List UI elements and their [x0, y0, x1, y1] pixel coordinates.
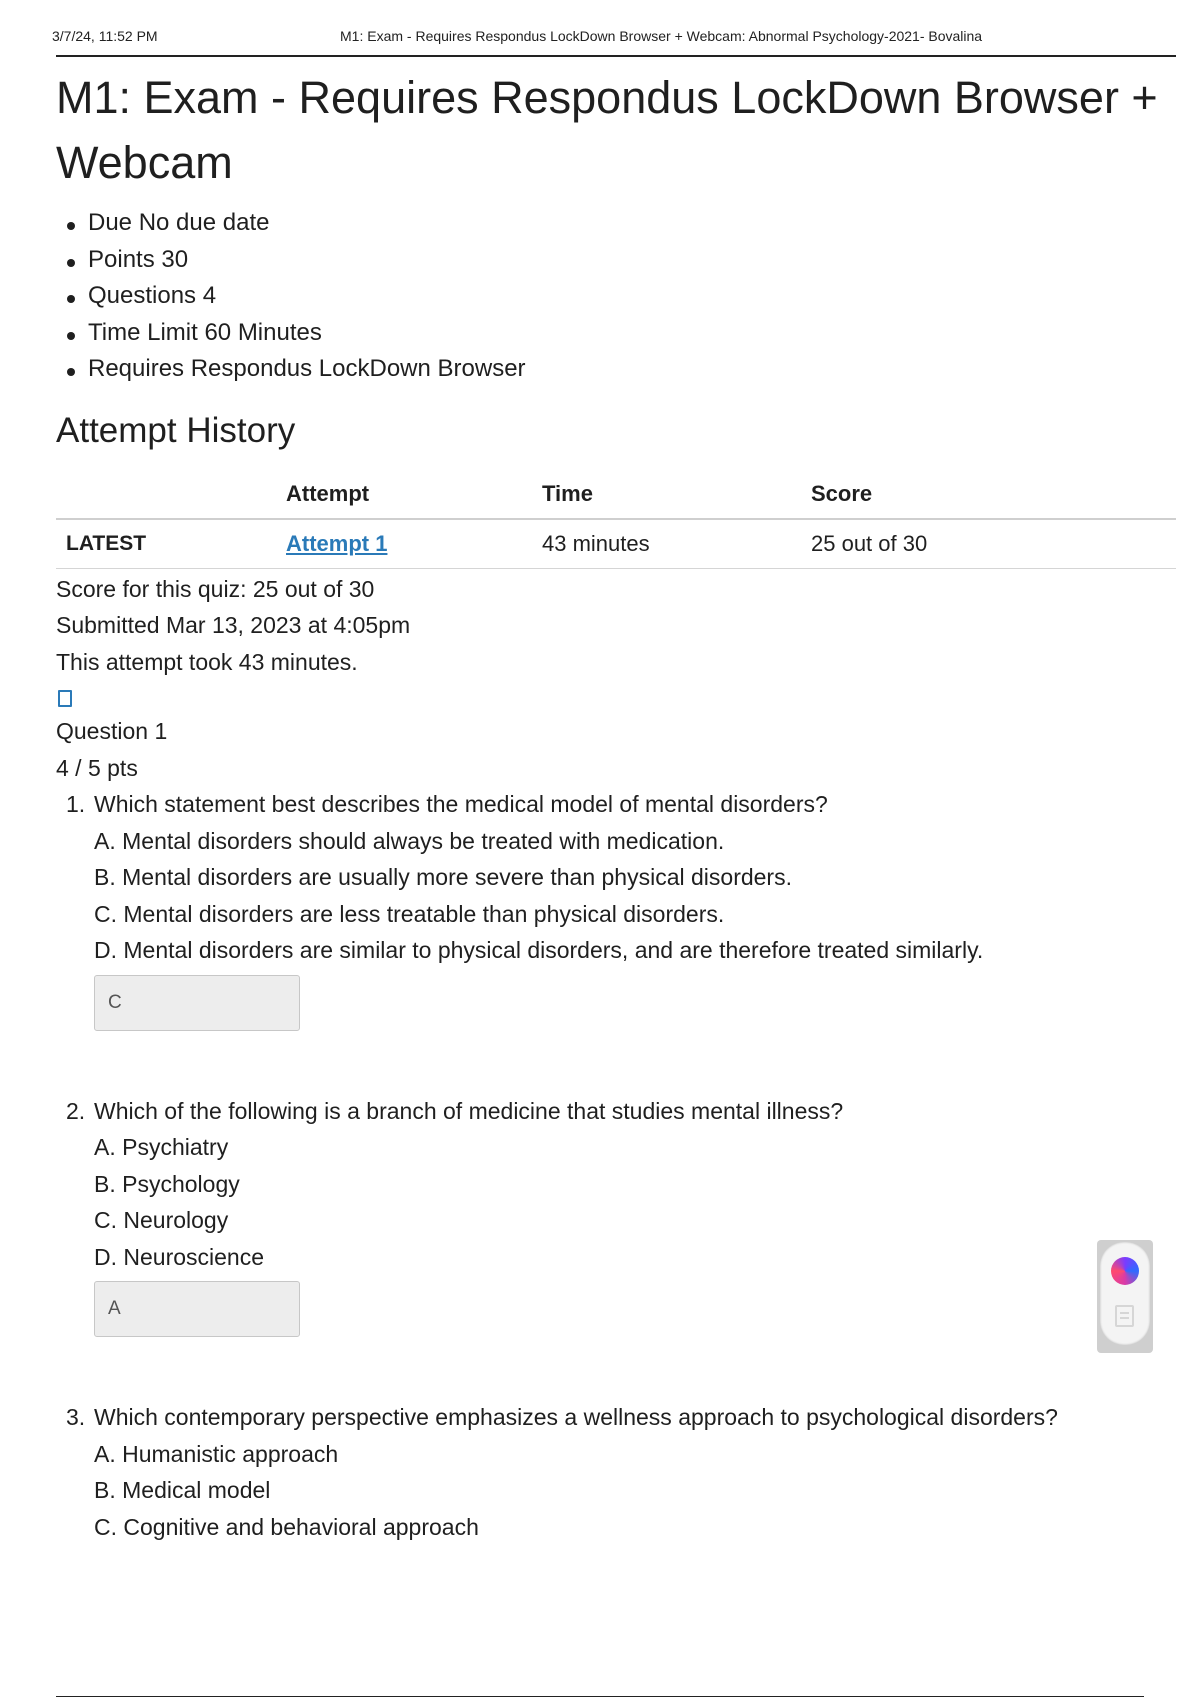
- column-header-blank: [56, 470, 286, 519]
- question-number: 1.: [66, 791, 86, 817]
- quiz-score: Score for this quiz: 25 out of 30: [56, 575, 375, 602]
- time-cell: 43 minutes: [542, 519, 811, 569]
- question-number: 3.: [66, 1404, 86, 1430]
- choice-c: C. Neurology: [94, 1207, 229, 1233]
- column-header-score: Score: [811, 470, 1176, 519]
- due-date: Due No due date: [88, 205, 1176, 242]
- table-row: [56, 519, 1176, 569]
- submitted-at: Submitted Mar 13, 2023 at 4:05pm: [56, 612, 411, 638]
- answer-field[interactable]: A: [94, 1281, 300, 1337]
- question-label: Question 1: [56, 718, 168, 744]
- print-doc-title: M1: Exam - Requires Respondus LockDown Browser + Webcam: Abnormal Psychology-2021- Bovalina: [340, 28, 983, 44]
- answer-field[interactable]: C: [94, 975, 300, 1031]
- page-title: M1: Exam - Requires Respondus LockDown Browser + Webcam: [56, 72, 1158, 188]
- question-text: Which statement best describes the medical model of mental disorders?: [94, 791, 828, 817]
- attempt-duration: This attempt took 43 minutes.: [56, 648, 358, 675]
- choice-b: B. Mental disorders are usually more severe than physical disorders.: [94, 864, 792, 890]
- points: Points 30: [88, 242, 1176, 279]
- question-points: 4 / 5 pts: [56, 754, 138, 781]
- attempt-history-table: [56, 470, 1176, 569]
- question-number: 2.: [66, 1097, 86, 1124]
- print-date: 3/7/24, 11:52 PM: [52, 28, 158, 44]
- column-header-time: Time: [542, 470, 811, 519]
- widget-panel: [1100, 1242, 1150, 1345]
- table-header-row: [56, 470, 1176, 519]
- attempt-cell: [286, 519, 542, 569]
- time-limit: Time Limit 60 Minutes: [88, 315, 1176, 352]
- score-cell: 25 out of 30: [811, 519, 1176, 569]
- question-text: Which contemporary perspective emphasizes a wellness approach to psychological disorders?: [94, 1404, 1058, 1430]
- column-header-attempt: Attempt: [286, 470, 542, 519]
- footer-rule: [56, 1696, 1144, 1697]
- choice-c: C. Cognitive and behavioral approach: [94, 1513, 479, 1540]
- question-item: [56, 1399, 1176, 1545]
- choice-b: B. Medical model: [94, 1477, 271, 1503]
- attempt-1-link[interactable]: Attempt 1: [286, 530, 388, 556]
- question-item: [56, 1093, 1176, 1400]
- latest-label: LATEST: [56, 519, 286, 569]
- lockdown-requirement: Requires Respondus LockDown Browser: [88, 351, 1176, 388]
- choice-c: C. Mental disorders are less treatable than physical disorders.: [94, 900, 725, 927]
- question-list: [56, 786, 1176, 1545]
- choice-a: A. Psychiatry: [94, 1134, 229, 1160]
- question-count: Questions 4: [88, 278, 1176, 315]
- question-text: Which of the following is a branch of medicine that studies mental illness?: [94, 1097, 844, 1124]
- floating-assistant-widget[interactable]: [1097, 1240, 1153, 1353]
- choice-a: A. Humanistic approach: [94, 1440, 339, 1467]
- quiz-details-list: [56, 205, 1176, 388]
- flag-question-icon[interactable]: [58, 690, 72, 707]
- notes-icon[interactable]: [1115, 1305, 1134, 1327]
- choice-d: D. Mental disorders are similar to physical disorders, and are therefore treated similarly.: [94, 937, 984, 963]
- choice-d: D. Neuroscience: [94, 1243, 265, 1270]
- choice-a: A. Mental disorders should always be treated with medication.: [94, 827, 725, 854]
- choice-b: B. Psychology: [94, 1170, 240, 1197]
- question-block: [56, 713, 1176, 1545]
- question-item: [56, 786, 1176, 1093]
- attempt-summary: [56, 571, 1176, 681]
- header-rule: [56, 55, 1176, 57]
- attempt-history-title: Attempt History: [56, 410, 296, 450]
- quiz-content: [56, 65, 1176, 1545]
- assistant-orb-icon[interactable]: [1111, 1257, 1139, 1285]
